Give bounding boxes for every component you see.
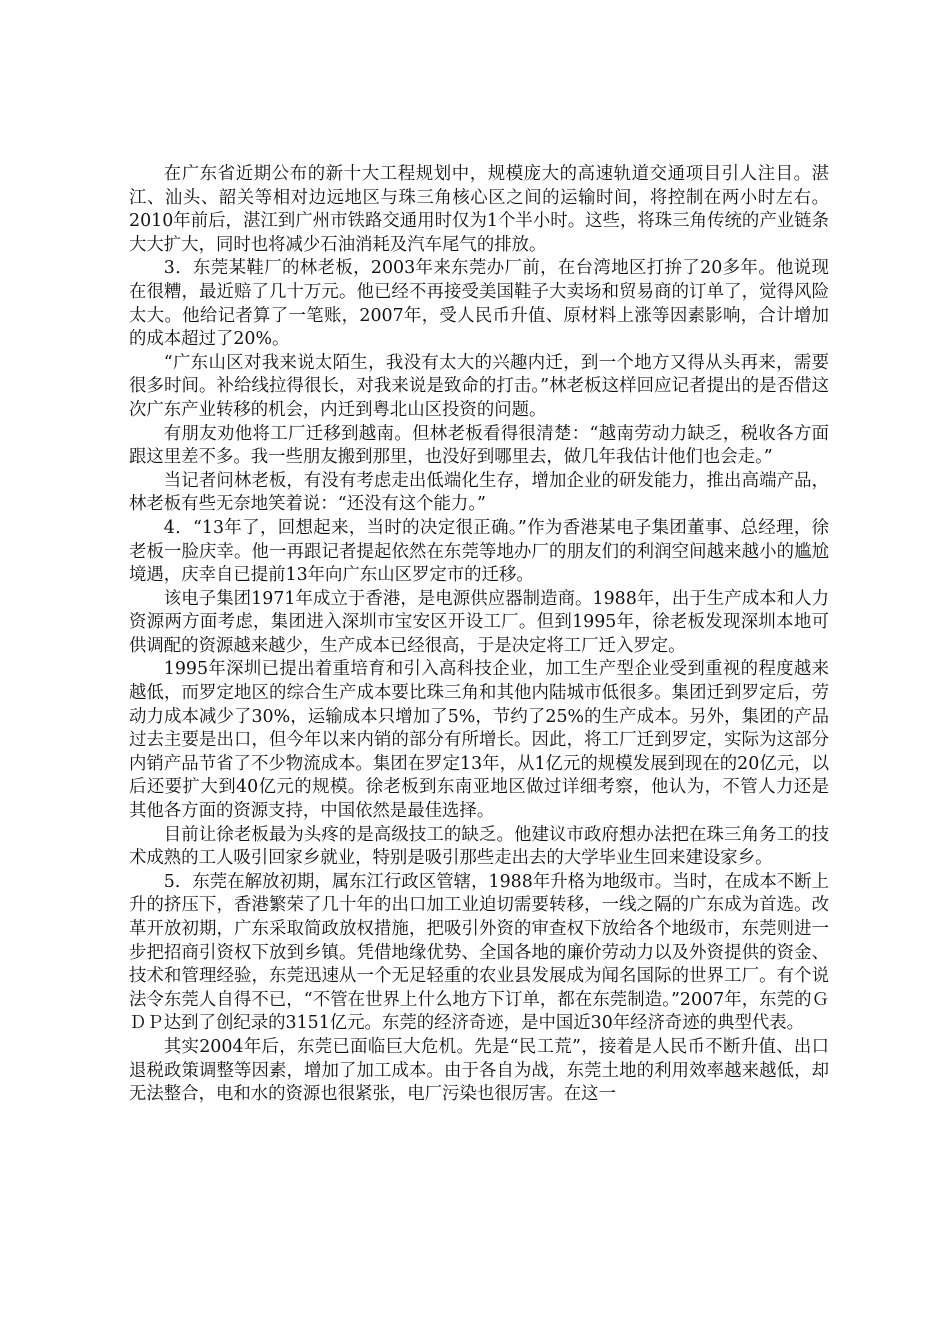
- paragraph-3: “广东山区对我来说太陌生，我没有太大的兴趣内迁，到一个地方又得从头再来，需要很多时间。补给线拉得很长，对我来说是致命的打击。”林老板这样回应记者提出的是否借这次广东产业转移的机会，内迁到粤北山区投资的问题。: [129, 352, 829, 420]
- paragraph-1: 在广东省近期公布的新十大工程规划中，规模庞大的高速轨道交通项目引人注目。湛江、汕头、韶关等相对边远地区与珠三角核心区之间的运输时间，将控制在两小时左右。2010年前后，湛江到广州市铁路交通用时仅为1个半小时。这些，将珠三角传统的产业链条大大扩大，同时也将减少石油消耗及汽车尾气的排放。: [129, 164, 829, 255]
- document-page: [129, 163, 829, 1107]
- paragraph-5: 当记者问林老板，有没有考虑走出低端化生存，增加企业的研发能力，推出高端产品，林老板有些无奈地笑着说：“还没有这个能力。”: [129, 470, 829, 515]
- paragraph-11: 其实2004年后，东莞已面临巨大危机。先是“民工荒”，接着是人民币不断升值、出口退税政策调整等因素，增加了加工成本。由于各自为战，东莞土地的利用效率越来越低，却无法整合，电和水的资源也很紧张，电厂污染也很厉害。在这一: [129, 1036, 829, 1105]
- paragraph-10: 5．东莞在解放初期，属东江行政区管辖，1988年升格为地级市。当时，在成本不断上升的挤压下，香港繁荣了几十年的出口加工业迫切需要转移，一线之隔的广东成为首选。改革开放初期，广东采取简政放权措施，把吸引外资的审查权下放给各个地级市，东莞则进一步把招商引资权下放到乡镇。凭借地缘优势、全国各地的廉价劳动力以及外资提供的资金、技术和管理经验，东莞迅速从一个无足轻重的农业县发展成为闻名国际的世界工厂。有个说法令东莞人自得不已，“不管在世界上什么地方下订单，都在东莞制造。”2007年，东莞的ＧＤＰ达到了创纪录的3151亿元。东莞的经济奇迹，是中国近30年经济奇迹的典型代表。: [129, 871, 829, 1034]
- paragraph-7: 该电子集团1971年成立于香港，是电源供应器制造商。1988年，出于生产成本和人力资源两方面考虑，集团进入深圳市宝安区开设工厂。但到1995年，徐老板发现深圳本地可供调配的资源越来越少，生产成本已经很高，于是决定将工厂迁入罗定。: [129, 588, 829, 656]
- paragraph-8: 1995年深圳已提出着重培育和引入高科技企业，加工生产型企业受到重视的程度越来越低，而罗定地区的综合生产成本要比珠三角和其他内陆城市低很多。集团迁到罗定后，劳动力成本减少了30%，运输成本只增加了5%，节约了25%的生产成本。另外，集团的产品过去主要是出口，但今年以来内销的部分有所增长。因此，将工厂迁到罗定，实际为这部分内销产品节省了不少物流成本。集团在罗定13年，从1亿元的规模发展到现在的20亿元，以后还要扩大到40亿元的规模。徐老板到东南亚地区做过详细考察，他认为，不管人力还是其他各方面的资源支持，中国依然是最佳选择。: [129, 659, 829, 822]
- paragraph-9: 目前让徐老板最为头疼的是高级技工的缺乏。他建议市政府想办法把在珠三角务工的技术成熟的工人吸引回家乡就业，特别是吸引那些走出去的大学毕业生回来建设家乡。: [129, 824, 829, 869]
- paragraph-4: 有朋友劝他将工厂迁移到越南。但林老板看得很清楚：“越南劳动力缺乏，税收各方面跟这里差不多。我一些朋友搬到那里，也没好到哪里去，做几年我估计他们也会走。”: [129, 423, 829, 468]
- paragraph-6: 4．“13年了，回想起来，当时的决定很正确。”作为香港某电子集团董事、总经理，徐老板一脸庆幸。他一再跟记者提起依然在东莞等地办厂的朋友们的利润空间越来越小的尴尬境遇，庆幸自已提前13年向广东山区罗定市的迁移。: [129, 517, 829, 586]
- paragraph-2: 3．东莞某鞋厂的林老板，2003年来东莞办厂前，在台湾地区打拚了20多年。他说现在很糟，最近赔了几十万元。他已经不再接受美国鞋子大卖场和贸易商的订单了，觉得风险太大。他给记者算了一笔账，2007年，受人民币升值、原材料上涨等因素影响，合计增加的成本超过了20%。: [129, 258, 829, 350]
